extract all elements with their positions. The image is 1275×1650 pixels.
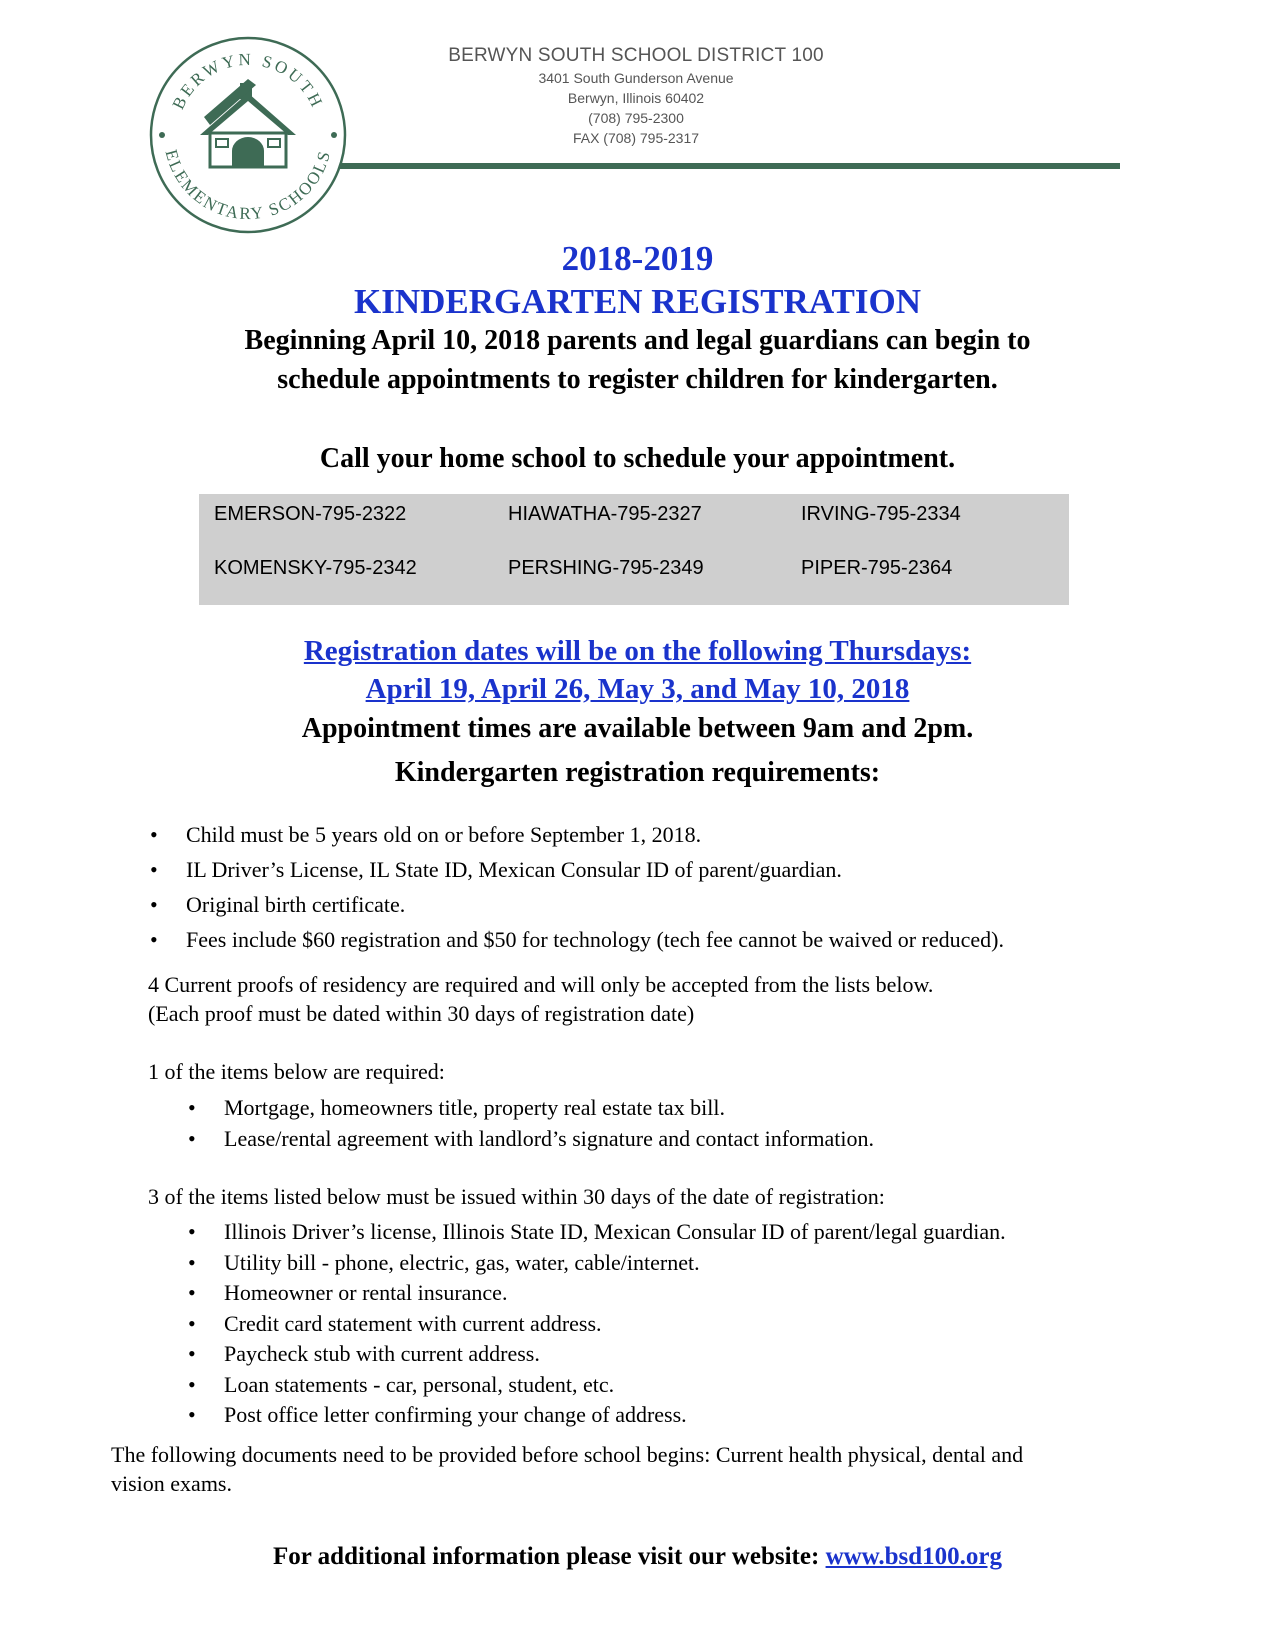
list-item: • Original birth certificate. <box>186 887 1004 922</box>
school-phone-komensky: KOMENSKY-795-2342 <box>214 557 417 579</box>
residency-line-1: 4 Current proofs of residency are required and will only be accepted from the lists below. <box>148 972 934 997</box>
list-b <box>224 1217 1006 1431</box>
list-item: • Paycheck stub with current address. <box>224 1339 1006 1370</box>
list-a-heading: 1 of the items below are required: <box>148 1059 445 1084</box>
list-item: • Lease/rental agreement with landlord’s signature and contact information. <box>224 1124 874 1155</box>
district-phone: (708) 795-2300 <box>588 110 684 126</box>
footer <box>0 1540 1275 1574</box>
school-phone-irving: IRVING-795-2334 <box>801 503 961 525</box>
list-item: • Utility bill - phone, electric, gas, water, cable/internet. <box>224 1248 1006 1279</box>
district-address: 3401 South Gunderson Avenue <box>538 70 734 86</box>
registration-dates-line-2: April 19, April 26, May 3, and May 10, 2018 <box>365 673 910 705</box>
school-phone-emerson: EMERSON-795-2322 <box>214 503 407 525</box>
school-district-logo <box>148 35 348 235</box>
list-a <box>224 1093 874 1154</box>
logo-ring-bottom-text: ELEMENTARY SCHOOLS <box>161 147 335 224</box>
intro-line-1: Beginning April 10, 2018 parents and legal guardians can begin to <box>244 325 1031 356</box>
school-phone-pershing: PERSHING-795-2349 <box>508 557 704 579</box>
school-phone-hiawatha: HIAWATHA-795-2327 <box>508 503 702 525</box>
registration-dates <box>0 632 1275 708</box>
list-item: • Credit card statement with current address. <box>224 1309 1006 1340</box>
before-school-line-2: vision exams. <box>111 1471 232 1496</box>
requirements-list <box>186 817 1004 957</box>
appointment-times: Appointment times are available between 9am and 2pm. <box>301 713 974 744</box>
intro-text <box>0 321 1275 399</box>
list-item: • Post office letter confirming your change of address. <box>224 1400 1006 1431</box>
schoolhouse-icon <box>200 79 296 167</box>
header-divider <box>340 163 1120 169</box>
website-link[interactable]: www.bsd100.org <box>825 1543 1002 1570</box>
page-title: KINDERGARTEN REGISTRATION <box>354 282 921 321</box>
title-year: 2018-2019 <box>561 239 714 278</box>
requirements-heading: Kindergarten registration requirements: <box>394 757 881 788</box>
registration-dates-line-1: Registration dates will be on the following Thursdays: <box>303 635 972 667</box>
list-item: • Illinois Driver’s license, Illinois State ID, Mexican Consular ID of parent/legal guardian. <box>224 1217 1006 1248</box>
intro-line-2: schedule appointments to register children for kindergarten. <box>277 364 998 395</box>
school-phone-piper: PIPER-795-2364 <box>801 557 953 579</box>
school-phone-table <box>199 494 1069 605</box>
list-item: • IL Driver’s License, IL State ID, Mexican Consular ID of parent/guardian. <box>186 852 1004 887</box>
before-school-line-1: The following documents need to be provided before school begins: Current health physical, dental and <box>111 1442 1024 1467</box>
list-item: • Child must be 5 years old on or before September 1, 2018. <box>186 817 1004 852</box>
district-city: Berwyn, Illinois 60402 <box>567 90 705 106</box>
list-b-heading: 3 of the items listed below must be issued within 30 days of the date of registration: <box>148 1184 885 1209</box>
district-header <box>436 44 836 148</box>
list-item: • Loan statements - car, personal, student, etc. <box>224 1370 1006 1401</box>
logo-ring-top-text: BERWYN SOUTH <box>168 49 328 113</box>
residency-line-2: (Each proof must be dated within 30 days of registration date) <box>148 1001 695 1026</box>
list-item: • Homeowner or rental insurance. <box>224 1278 1006 1309</box>
list-item: • Mortgage, homeowners title, property real estate tax bill. <box>224 1093 874 1124</box>
district-name: BERWYN SOUTH SCHOOL DISTRICT 100 <box>448 45 824 66</box>
footer-text: For additional information please visit our website: <box>273 1543 826 1570</box>
list-item: • Fees include $60 registration and $50 for technology (tech fee cannot be waived or reduced). <box>186 922 1004 957</box>
district-fax: FAX (708) 795-2317 <box>572 130 700 146</box>
call-instruction: Call your home school to schedule your appointment. <box>319 443 956 474</box>
